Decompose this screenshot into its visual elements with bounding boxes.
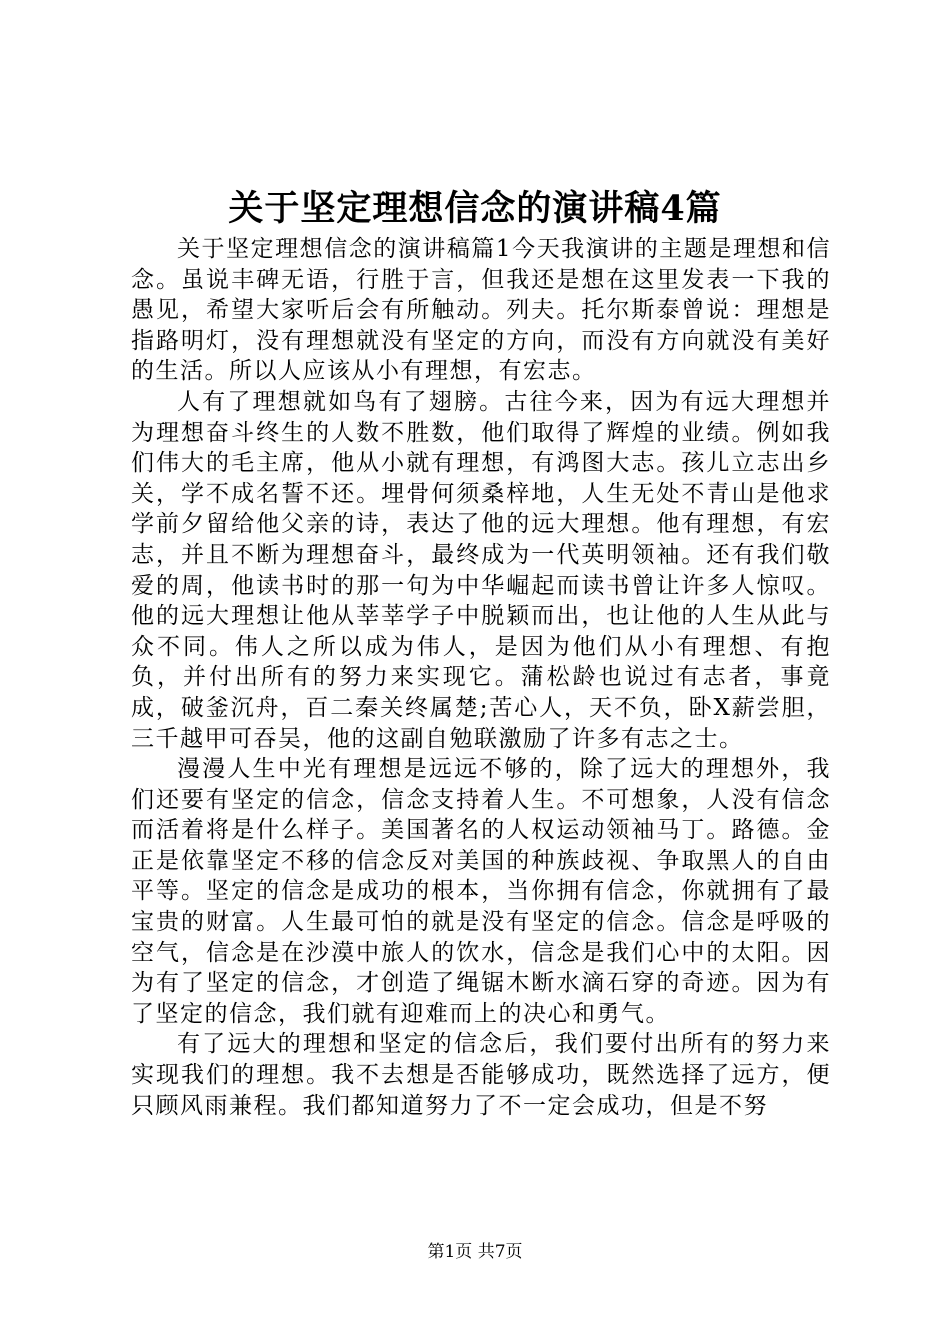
paragraph: 人有了理想就如鸟有了翅膀。古往今来，因为有远大理想并为理想奋斗终生的人数不胜数，他们取得了辉煌的业绩。例如我们伟大的毛主席，他从小就有理想，有鸿图大志。孩儿立志出乡关，学不成名誓不还。埋骨何须桑梓地，人生无处不青山是他求学前夕留给他父亲的诗，表达了他的远大理想。他有理想，有宏志，并且不断为理想奋斗，最终成为一代英明领袖。还有我们敬爱的周，他读书时的那一句为中华崛起而读书曾让许多人惊叹。他的远大理想让他从莘莘学子中脱颖而出，也让他的人生从此与众不同。伟人之所以成为伟人，是因为他们从小有理想、有抱负，并付出所有的努力来实现它。蒲松龄也说过有志者，事竟成，破釜沉舟，百二秦关终属楚;苦心人，天不负，卧X薪尝胆，三千越甲可吞吴，他的这副自勉联激励了许多有志之士。	[131, 388, 831, 752]
paragraph: 漫漫人生中光有理想是远远不够的，除了远大的理想外，我们还要有坚定的信念，信念支持着人生。不可想象，人没有信念而活着将是什么样子。美国著名的人权运动领袖马丁。路德。金正是依靠坚定不移的信念反对美国的种族歧视、争取黑人的自由平等。坚定的信念是成功的根本，当你拥有信念，你就拥有了最宝贵的财富。人生最可怕的就是没有坚定的信念。信念是呼吸的空气，信念是在沙漠中旅人的饮水，信念是我们心中的太阳。因为有了坚定的信念，才创造了绳锯木断水滴石穿的奇迹。因为有了坚定的信念，我们就有迎难而上的决心和勇气。	[131, 756, 831, 1027]
document-body	[131, 234, 831, 1121]
document-title: 关于坚定理想信念的演讲稿4篇	[228, 188, 722, 229]
page-number-footer: 第1页 共7页	[427, 1242, 523, 1262]
paragraph: 关于坚定理想信念的演讲稿篇1今天我演讲的主题是理想和信念。虽说丰碑无语，行胜于言，但我还是想在这里发表一下我的愚见，希望大家听后会有所触动。列夫。托尔斯泰曾说：理想是指路明灯，没有理想就没有坚定的方向，而没有方向就没有美好的生活。所以人应该从小有理想，有宏志。	[131, 236, 831, 385]
paragraph: 有了远大的理想和坚定的信念后，我们要付出所有的努力来实现我们的理想。我不去想是否能够成功，既然选择了远方，便只顾风雨兼程。我们都知道努力了不一定会成功，但是不努	[131, 1031, 831, 1119]
